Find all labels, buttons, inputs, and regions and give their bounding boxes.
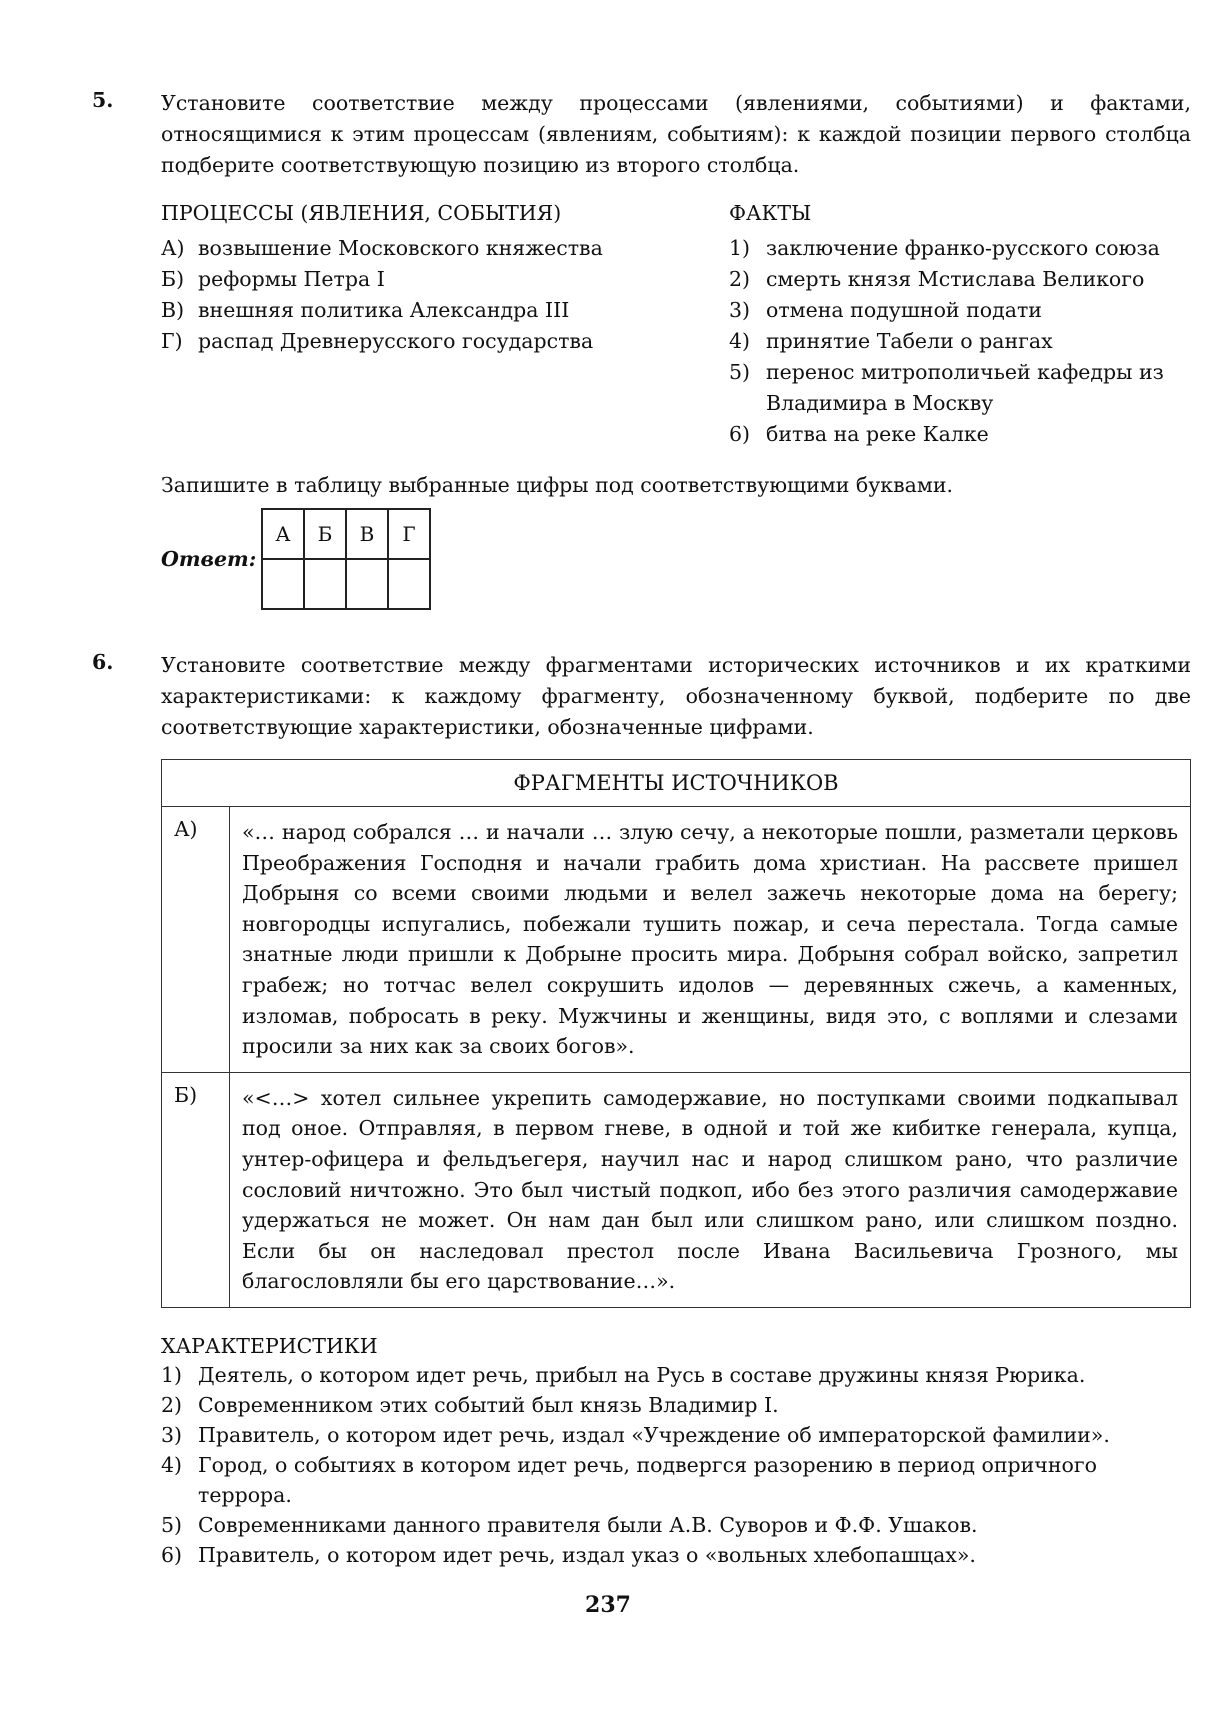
list-item: 6) битва на реке Калке (729, 422, 989, 446)
task-number: 6. (92, 650, 114, 674)
answer-block (161, 508, 1191, 610)
list-item: 2) смерть князя Мстислава Великого (729, 267, 1145, 291)
task-5 (92, 88, 1192, 610)
list-item: А) возвышение Московского княжества (161, 236, 603, 260)
processes-column (161, 199, 729, 450)
facts-header: ФАКТЫ (729, 201, 812, 225)
answer-label: Ответ: (161, 547, 257, 571)
facts-column (729, 199, 1191, 450)
list-item: 5) Современниками данного правителя были А.В. Суворов и Ф.Ф. Ушаков. (161, 1512, 978, 1537)
instruction-note: Запишите в таблицу выбранные цифры под соответствующими буквами. (161, 473, 954, 497)
task-prompt: Установите соответствие между процессами (явлениями, событиями) и фактами, относящимися к этим процессам (явлениям, событиям): к каждой позиции первого столбца подберите соответствующую позицию из второго столбца. (161, 91, 1191, 177)
task-prompt: Установите соответствие между фрагментами исторических источников и их краткими характеристиками: к каждому фрагменту, обозначенному буквой, подберите по две соответствующие характеристики, обозначенные цифрами. (161, 653, 1191, 739)
answer-letter: Г (388, 509, 430, 559)
table-row (162, 1072, 1191, 1307)
fragment-label: Б) (162, 1072, 230, 1307)
fragment-text: «… народ собрался … и начали … злую сечу, а некоторые пошли, разметали церковь Преображения Господня и начали грабить дома христиан. На рассвете пришел Добрыня со всеми своими людьми и велел зажечь некоторые дома на берегу; новгородцы испугались, побежали тушить пожар, и сеча перестала. Тогда самые знатные люди пришли к Добрыне просить мира. Добрыня собрал войско, запретил грабеж; но тотчас велел сокрушить идолов — деревянных сжечь, а каменных, изломав, побросать в реку. Мужчины и женщины, видя это, с воплями и слезами просили за них как за своих богов». (230, 807, 1191, 1073)
answer-cell[interactable] (262, 559, 304, 609)
list-item: 3) отмена подушной подати (729, 298, 1042, 322)
list-item: 5) перенос митрополичьей кафедры из Владимира в Москву (729, 360, 1164, 415)
list-item: 6) Правитель, о котором идет речь, издал указ о «вольных хлебопашцах». (161, 1542, 976, 1567)
answer-letter: Б (304, 509, 346, 559)
list-item: 1) заключение франко-русского союза (729, 236, 1160, 260)
table-row (162, 807, 1191, 1073)
answer-cell[interactable] (388, 559, 430, 609)
task-6 (92, 650, 1192, 1570)
processes-header: ПРОЦЕССЫ (ЯВЛЕНИЯ, СОБЫТИЯ) (161, 201, 562, 225)
list-item: 4) Город, о событиях в котором идет речь, подвергся разорению в период опричного террора. (161, 1452, 1097, 1507)
list-item: 4) принятие Табели о рангах (729, 329, 1053, 353)
answer-cell[interactable] (346, 559, 388, 609)
characteristics-list (161, 1360, 1191, 1570)
sources-table (161, 759, 1191, 1308)
task-number: 5. (92, 88, 114, 112)
list-item: 2) Современником этих событий был князь Владимир I. (161, 1392, 779, 1417)
matching-columns (161, 199, 1191, 450)
list-item: Б) реформы Петра I (161, 267, 385, 291)
characteristics-header: ХАРАКТЕРИСТИКИ (161, 1333, 378, 1358)
answer-table (261, 508, 431, 610)
fragment-label: А) (162, 807, 230, 1073)
sources-table-header: ФРАГМЕНТЫ ИСТОЧНИКОВ (162, 760, 1191, 807)
list-item: В) внешняя политика Александра III (161, 298, 570, 322)
page-number: 237 (585, 1592, 631, 1618)
answer-letter: А (262, 509, 304, 559)
answer-cell[interactable] (304, 559, 346, 609)
fragment-text: «<…> хотел сильнее укрепить самодержавие, но поступками своими подкапывал под оное. Отправляя, в первом гневе, в одной и той же кибитке генерала, купца, унтер-офицера и фельдъегеря, научил нас и народ слишком рано, что различие сословий ничтожно. Это был чистый подкоп, ибо без этого различия самодержавие удержаться не может. Он нам дан был или слишком рано, или слишком поздно. Если бы он наследовал престол после Ивана Васильевича Грозного, мы благословляли бы его царствование…». (230, 1072, 1191, 1307)
list-item: 3) Правитель, о котором идет речь, издал «Учреждение об императорской фамилии». (161, 1422, 1110, 1447)
list-item: 1) Деятель, о котором идет речь, прибыл на Русь в составе дружины князя Рюрика. (161, 1362, 1086, 1387)
list-item: Г) распад Древнерусского государства (161, 329, 594, 353)
answer-letter: В (346, 509, 388, 559)
